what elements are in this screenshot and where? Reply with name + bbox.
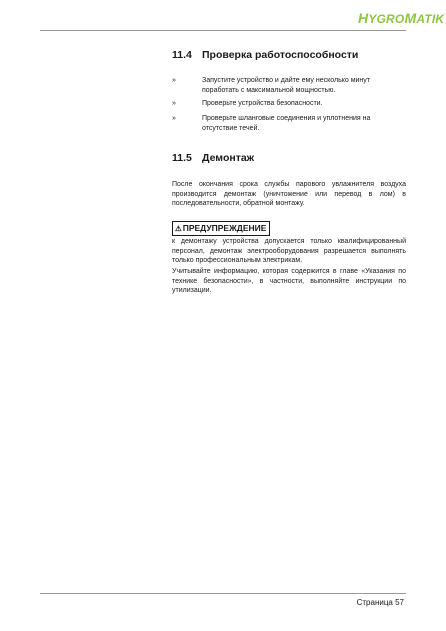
footer-divider [40,593,406,594]
warning-paragraph: к демонтажу устройства допускается только квалифицированный персонал, демонтаж электрооборудования разрешается выполнять только профессиональным электрикам. [172,238,406,264]
section-title: Демонтаж [202,152,255,164]
warning-label: ПРЕДУПРЕЖДЕНИЕ [182,223,267,233]
bullet-marker: » [172,100,176,107]
warning-box [172,221,270,236]
section-number: 11.4 [172,49,192,61]
list-item-text: Запустите устройство и дайте ему несколько минут поработать с максимальной мощностью. [202,77,371,94]
note-paragraph: Учитывайте информацию, которая содержится в главе «Указания по технике безопасности», в частности, выполняйте инструкции по утилизации. [172,268,406,294]
list-item-text: Проверьте устройства безопасности. [202,100,323,107]
bullet-marker: » [172,115,176,122]
section-heading-11-4 [172,49,358,61]
list-item-text: Проверьте шланговые соединения и уплотнения на отсутствие течей. [202,115,371,132]
page-number: Страница 57 [356,598,404,607]
section-title: Проверка работоспособности [202,49,359,61]
warning-triangle-icon: ⚠ [175,224,182,233]
intro-paragraph: После окончания срока службы парового увлажнителя воздуха производится демонтаж (уничтожение или перевод в лом) в последовательности, обратной монтажу. [172,181,406,207]
hygromatik-logo: HYGROMATIK [358,10,445,26]
bullet-marker: » [172,77,176,84]
section-number: 11.5 [172,152,192,164]
section-heading-11-5 [172,152,254,164]
header-divider [40,30,406,31]
